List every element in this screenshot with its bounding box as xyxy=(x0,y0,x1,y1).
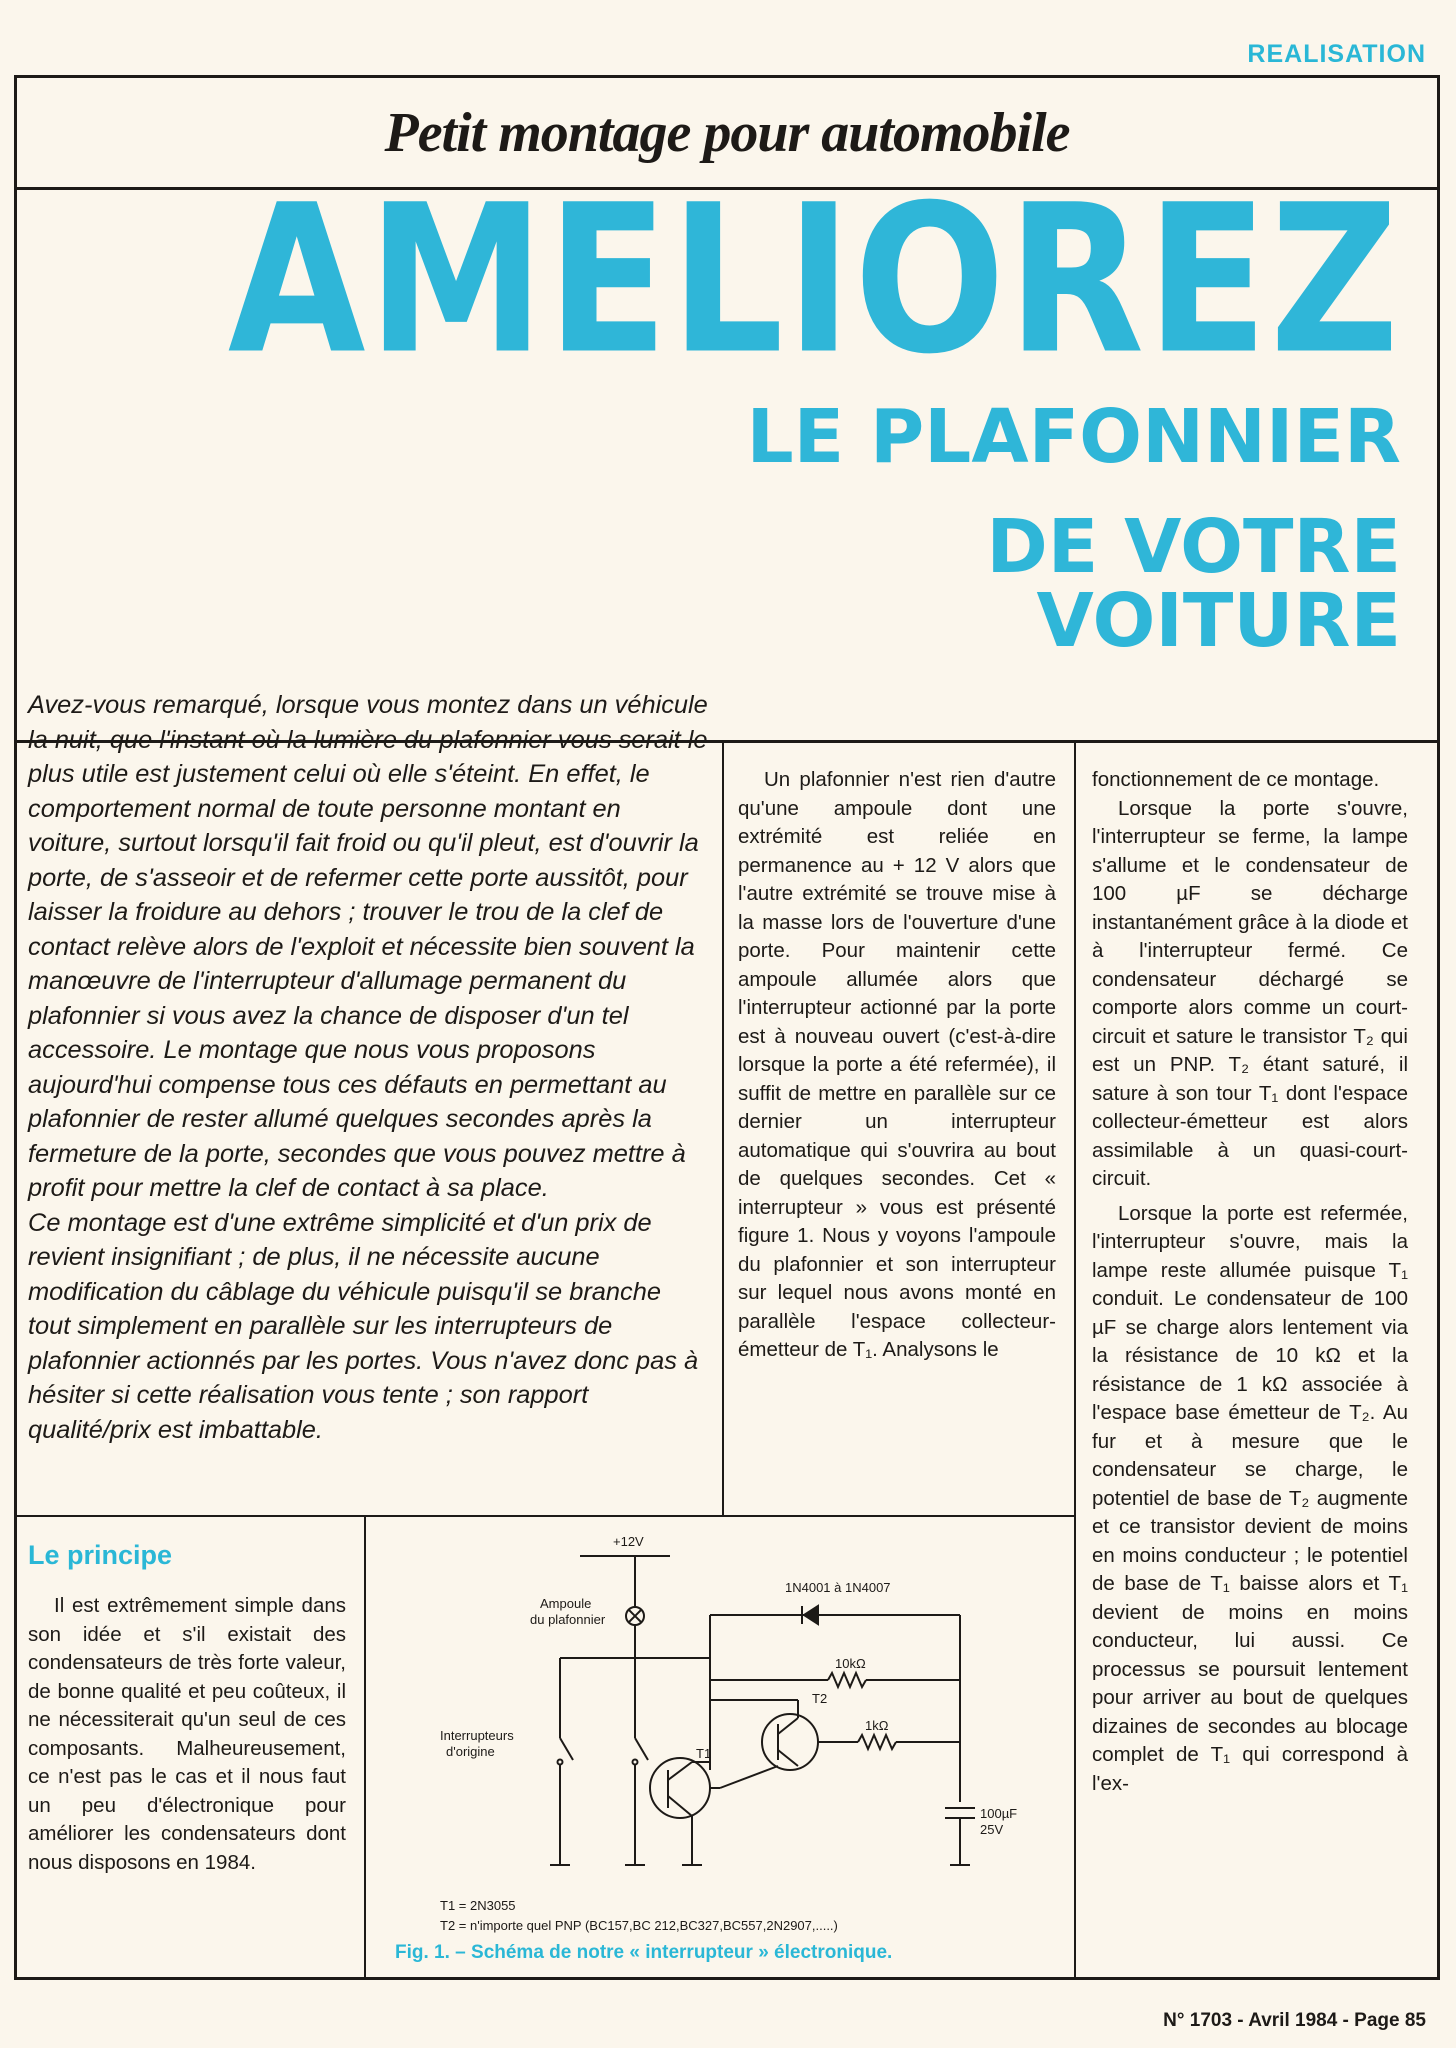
page-footer: N° 1703 - Avril 1984 - Page 85 xyxy=(1163,2010,1426,2031)
label-switch-1: Interrupteurs xyxy=(440,1728,514,1743)
label-lamp-2: du plafonnier xyxy=(530,1612,606,1627)
note-t2: T2 = n'importe quel PNP (BC157,BC 212,BC327,BC557,2N2907,.....) xyxy=(440,1918,838,1933)
switch-2-icon xyxy=(635,1738,648,1760)
figure-caption: Fig. 1. – Schéma de notre « interrupteur » électronique. xyxy=(395,1942,893,1963)
transistor-t2-icon xyxy=(762,1714,818,1770)
label-t1: T1 xyxy=(696,1746,712,1761)
divider-lower xyxy=(14,1515,1076,1517)
column-3-paragraph-1: fonctionnement de ce montage. xyxy=(1092,768,1380,791)
principe-paragraph: Il est extrêmement simple dans son idée et s'il existait des condensateurs de très forte valeur, de bonne qualité et peu coûteux, il ne nécessiterait qu'un seul de ces composants. Malheureusement, ce n'est pas le cas et il nous faut un peu d'électronique pour améliorer les condensateurs dont nous disposons en 1984. xyxy=(28,1594,346,1874)
section-heading-principe: Le principe xyxy=(28,1540,173,1570)
transistor-t1-icon xyxy=(650,1758,710,1818)
column-3 xyxy=(1092,766,1408,1798)
label-lamp-1: Ampoule xyxy=(540,1596,592,1611)
intro-text xyxy=(28,688,708,1447)
divider-col-1 xyxy=(722,740,724,1515)
switch-1-icon xyxy=(560,1738,573,1760)
divider-col-2 xyxy=(1074,740,1076,1980)
label-cap-1: 100µF xyxy=(980,1806,1018,1821)
section-tag: REALISATION xyxy=(1247,40,1426,68)
intro-paragraph-1: Avez-vous remarqué, lorsque vous montez dans un véhicule la nuit, que l'instant où la lumière du plafonnier vous serait le plus utile est justement celui où elle s'éteint. En effet, le comportement normal de toute personne montant en voiture, surtout lorsqu'il fait froid ou qu'il pleut, est d'ouvrir la porte, de s'asseoir et de refermer cette porte aussitôt, pour laisser la froidure au dehors ; trouver le trou de la clef de contact relève alors de l'exploit et nécessite bien souvent la manœuvre de l'interrupteur d'allumage permanent du plafonnier si vous avez la chance de disposer d'un tel accessoire. Le montage que nous vous proposons aujourd'hui compense tous ces défauts en permettant au plafonnier de rester allumé quelques secondes après la fermeture de la porte, secondes que vous pouvez mettre à profit pour mettre la clef de contact à sa place. xyxy=(28,691,708,1202)
label-r2: 1kΩ xyxy=(865,1718,889,1733)
label-t2: T2 xyxy=(812,1691,828,1706)
label-cap-2: 25V xyxy=(980,1822,1004,1837)
label-diode: 1N4001 à 1N4007 xyxy=(785,1580,891,1595)
principe-column xyxy=(28,1592,346,1877)
intro-paragraph-2: Ce montage est d'une extrême simplicité et d'un prix de revient insignifiant ; de plus, il ne nécessite aucune modification du câblage du véhicule puisqu'il se branche tout simplement en parallèle sur les interrupteurs de plafonnier actionnés par les portes. Vous n'avez donc pas à hésiter si cette réalisation vous tente ; son rapport qualité/prix est imbattable. xyxy=(28,1208,699,1444)
column-2-paragraph: Un plafonnier n'est rien d'autre qu'une ampoule dont une extrémité est reliée en permanence au + 12 V alors que l'autre extrémité se trouve mise à la masse lors de l'ouverture d'une porte. Pour maintenir cette ampoule allumée alors que l'interrupteur actionné par la porte est à nouveau ouvert (c'est-à-dire lorsque la porte a été refermée), il suffit de mettre en parallèle sur ce dernier un interrupteur automatique qui s'ouvrira au bout de quelques secondes. Cet « interrupteur » vous est présenté figure 1. Nous y voyons l'ampoule du plafonnier et son interrupteur sur lequel nous avons monté en parallèle l'espace collecteur-émetteur de T₁. Analysons le xyxy=(738,768,1056,1361)
label-switch-2: d'origine xyxy=(446,1744,495,1759)
column-2 xyxy=(738,766,1056,1365)
subhead-line-1: LE PLAFONNIER xyxy=(746,394,1401,480)
note-t1: T1 = 2N3055 xyxy=(440,1898,516,1913)
circuit-schematic xyxy=(380,1520,1030,1970)
column-3-paragraph-3: Lorsque la porte est refermée, l'interrupteur s'ouvre, mais la lampe reste allumée puisque T₁ conduit. Le condensateur de 100 µF se charge alors lentement via la résistance de 10 kΩ et la résistance de 1 kΩ associée à l'espace base émetteur de T₂. Au fur et à mesure que le condensateur se charge, le potentiel de base de T₂ augmente et ce transistor devient de moins en moins conducteur ; le potentiel de base de T₁ baisse alors et T₁ devient de moins en moins conducteur, lui aussi. Ce processus se poursuit lentement pour arriver au bout de quelques dizaines de secondes au blocage complet de T₁ qui correspond à l'ex- xyxy=(1092,1201,1408,1795)
column-3-paragraph-2: Lorsque la porte s'ouvre, l'interrupteur se ferme, la lampe s'allume et le condensateur de 100 µF se décharge instantanément grâce à la diode et à l'interrupteur fermé. Ce condensateur déchargé se comporte alors comme un court-circuit et sature le transistor T₂ qui est un PNP. T₂ étant saturé, il sature à son tour T₁ dont l'espace collecteur-émetteur est alors assimilable à un quasi-court-circuit. xyxy=(1092,796,1408,1190)
divider-figure xyxy=(364,1515,366,1980)
kicker-title: Petit montage pour automobile xyxy=(384,101,1070,164)
label-r1: 10kΩ xyxy=(835,1656,866,1671)
headline: AMELIOREZ xyxy=(227,160,1401,399)
subhead-line-2: DE VOTRE VOITURE xyxy=(986,504,1401,664)
label-supply: +12V xyxy=(613,1534,644,1549)
